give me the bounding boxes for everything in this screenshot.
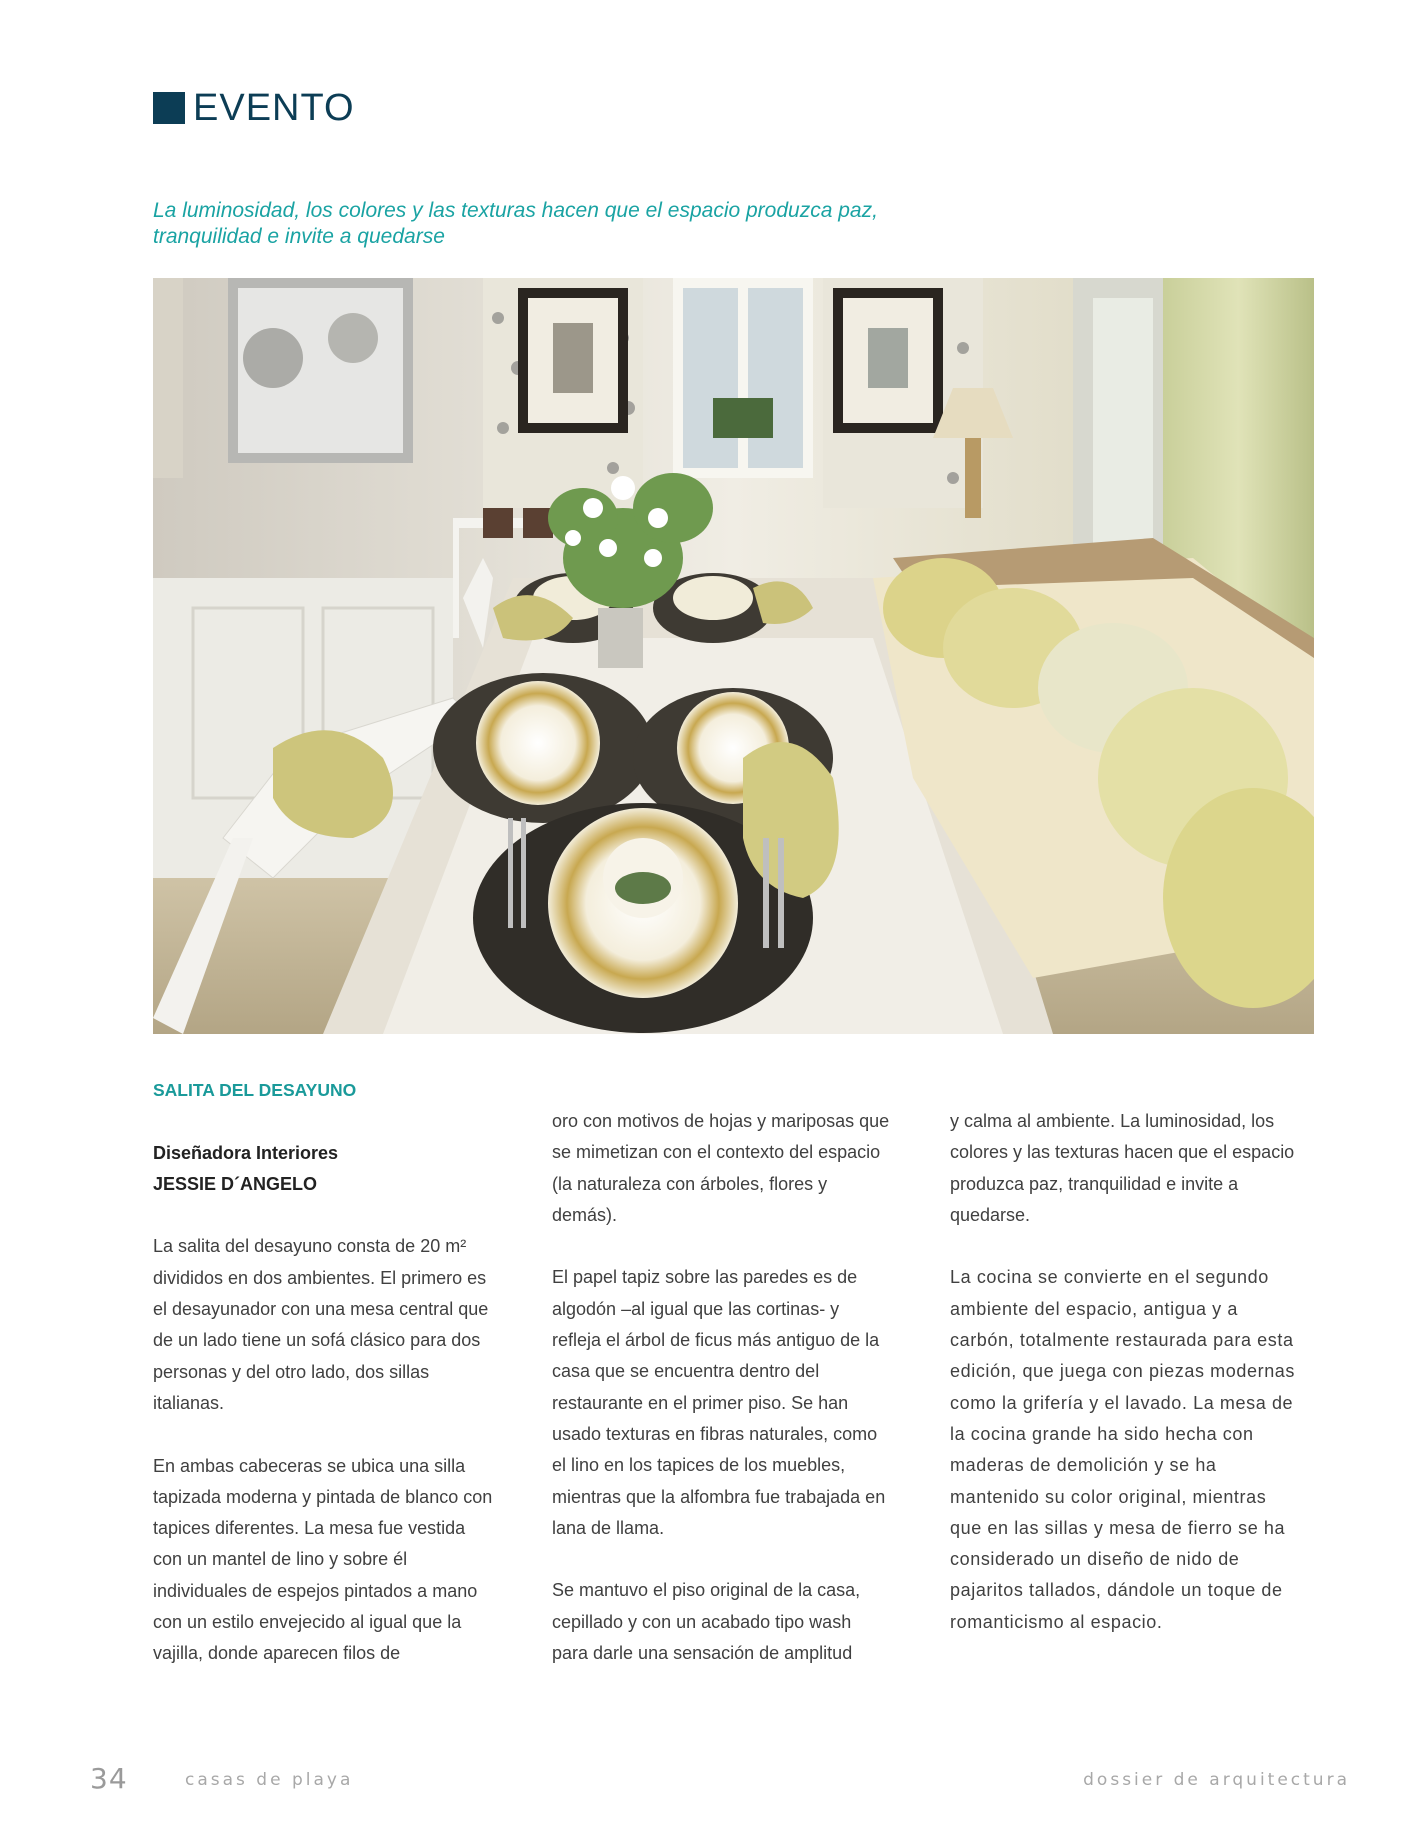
paragraph: El papel tapiz sobre las paredes es de algodón –al igual que las cortinas- y refleja el árbol de ficus más antiguo de la casa que se encuentra dentro del restaurante en el primer piso. Se han usado texturas en fibras naturales, como el lino en los tapices de los muebles, mientras que la alfombra fue trabajada en lana de llama. xyxy=(552,1267,886,1538)
breakfast-room-photo xyxy=(153,278,1314,1034)
paragraph: La salita del desayuno consta de 20 m² divididos en dos ambientes. El primero es el desayunador con una mesa central que de un lado tiene un sofá clásico para dos personas y del otro lado, dos sillas italianas. xyxy=(153,1236,489,1413)
designer-name: JESSIE D´ANGELO xyxy=(153,1173,318,1194)
section-heading: SALITA DEL DESAYUNO xyxy=(153,1080,357,1100)
section-header xyxy=(153,86,355,130)
designer-credit xyxy=(153,1138,493,1201)
paragraph: Se mantuvo el piso original de la casa, cepillado y con un acabado tipo wash para darle una sensación de amplitud xyxy=(552,1580,861,1664)
paragraph: La cocina se convierte en el segundo ambiente del espacio, antigua y a carbón, totalmente restaurada para esta edición, que juega con piezas modernas como la grifería y el lavado. La mesa de la cocina grande ha sido hecha con maderas de demolición y se ha mantenido su color original, mientras que en las sillas y mesa de fierro se ha considerado un diseño de nido de pajaritos tallados, dándole un toque de romanticismo al espacio. xyxy=(950,1267,1296,1632)
footer-section-name: dossier de arquitectura xyxy=(1083,1770,1350,1790)
photo-illustration xyxy=(153,278,1314,1034)
text-column-3 xyxy=(950,1106,1300,1669)
paragraph: oro con motivos de hojas y mariposas que se mimetizan con el contexto del espacio (la naturaleza con árboles, flores y demás). xyxy=(552,1111,890,1225)
page-footer xyxy=(0,1762,1417,1795)
section-title: EVENTO xyxy=(193,87,355,129)
designer-role: Diseñadora Interiores xyxy=(153,1142,339,1163)
text-column-1 xyxy=(153,1075,493,1701)
article-subtitle: La luminosidad, los colores y las texturas hacen que el espacio produzca paz, tranquilidad e invite a quedarse xyxy=(153,199,878,248)
paragraph: En ambas cabeceras se ubica una silla tapizada moderna y pintada de blanco con tapices diferentes. La mesa fue vestida con un mantel de lino y sobre él individuales de espejos pintados a mano con un estilo envejecido al igual que la vajilla, donde aparecen filos de xyxy=(153,1455,493,1664)
section-marker-icon xyxy=(153,92,185,124)
paragraph: y calma al ambiente. La luminosidad, los colores y las texturas hacen que el espacio produzca paz, tranquilidad e invite a quedarse. xyxy=(950,1111,1295,1225)
page-number: 34 xyxy=(90,1762,128,1795)
text-column-2 xyxy=(552,1106,892,1701)
magazine-name: casas de playa xyxy=(185,1770,354,1790)
